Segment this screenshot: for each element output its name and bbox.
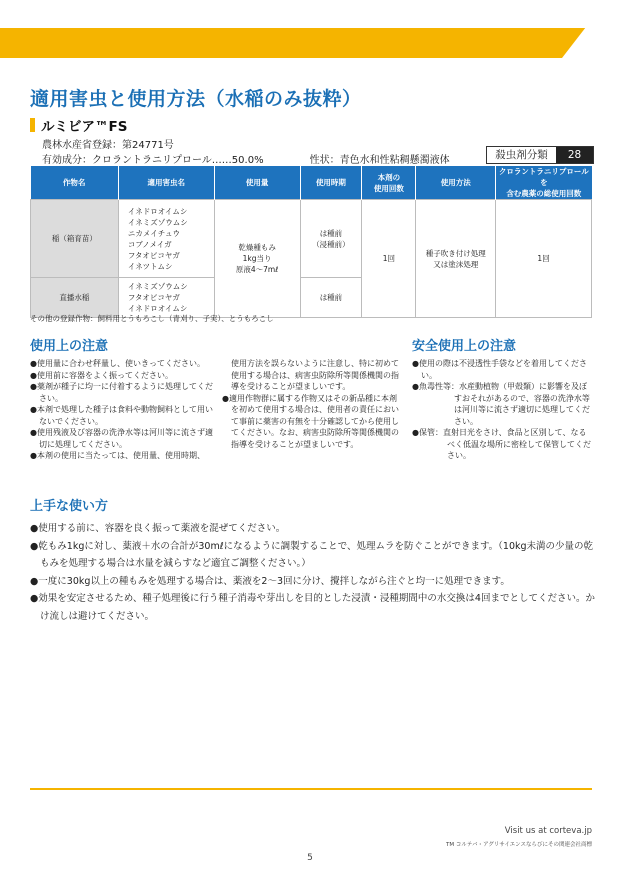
header-count: 本剤の 使用回数: [362, 166, 416, 200]
ingredient-text: 有効成分：クロラントラニリプロール……50.0%: [42, 155, 264, 166]
registration-number: 農林水産省登録：第24771号: [42, 140, 174, 151]
header-method: 使用方法: [416, 166, 496, 200]
amount-cell: 乾燥種もみ 1kg当り 原液4〜7mℓ: [214, 200, 300, 318]
website-link[interactable]: Visit us at corteva.jp: [504, 826, 592, 836]
other-registered-crops: その他の登録作物：飼料用とうもろこし（青刈り、子実）、とうもろこし: [30, 314, 274, 323]
footer-divider: [30, 788, 592, 790]
timing-cell: は種前: [300, 278, 362, 318]
active-ingredient: [42, 151, 450, 166]
header-pest: 適用害虫名: [118, 166, 214, 200]
class-number: 28: [556, 147, 593, 163]
usage-notes-heading: 使用上の注意: [30, 339, 109, 354]
usage-notes-col2: 使用方法を誤らないように注意し、特に初めて使用する場合は、病害虫防除所等関係機関の指導を受けることが望ましいです。 ●適用作物群に属する作物又はその新品種に本剤を初めて使用する場合は、使用者の責任において事前に薬害の有無を十分確認してから使用してください。なお、病害虫防除所等関係機関の指導を受けることが望ましいです。: [222, 359, 399, 449]
header-band-cutout: [562, 28, 620, 58]
pest-cell: イネミズゾウムシ フタオビコヤガ イネドロオイムシ: [118, 278, 214, 318]
total-count-cell: 1回: [496, 200, 592, 318]
product-marker: [30, 118, 35, 132]
timing-cell: は種前 （浸種前）: [300, 200, 362, 278]
header-crop: 作物名: [31, 166, 119, 200]
safety-notes-heading: 安全使用上の注意: [412, 339, 517, 354]
header-timing: 使用時期: [300, 166, 362, 200]
tips-list: [30, 520, 600, 626]
insecticide-class-box: [486, 146, 594, 164]
list-item: ●使用する前に、容器を良く振って薬液を混ぜてください。: [30, 523, 286, 534]
page-number: 5: [307, 853, 313, 863]
page-title: 適用害虫と使用方法（水稲のみ抜粋）: [30, 88, 362, 110]
product-name-text: ルミビア™FS: [41, 119, 128, 135]
list-item: ●乾もみ1kgに対し、薬液＋水の合計が30mℓになるように調製することで、処理ムラを防ぐことができます。（10kg未満の少量の乾もみを処理する場合は水量を減らすなど適宜ご調整ください。）: [30, 540, 594, 570]
crop-cell: 稲（箱育苗）: [31, 200, 119, 278]
property-text: 性状：青色水和性粘稠懸濁液体: [309, 155, 450, 166]
usage-notes-col1: ●使用量に合わせ秤量し、使いきってください。 ●使用前に容器をよく振ってください。 ●薬剤が種子に均一に付着するように処理してください。 ●本剤で処理した種子は食料や動物飼料として用いないでください。 ●使用残液及び容器の洗浄水等は河川等に流さず適切に処理してください。 ●本剤の使用に当たっては、使用量、使用時期、: [30, 359, 213, 460]
method-cell: 種子吹き付け処理 又は塗沫処理: [416, 200, 496, 318]
header-band: [0, 28, 620, 58]
application-table: [30, 166, 592, 318]
list-item: ●一度に30kg以上の種もみを処理する場合は、薬液を2〜3回に分け、攪拌しながら注ぐと均一に処理できます。: [30, 575, 510, 587]
header-total-count: クロラントラニリプロールを 含む農薬の総使用回数: [496, 166, 592, 200]
class-label: 殺虫剤分類: [495, 149, 548, 161]
table-row: [31, 200, 592, 278]
tips-heading: 上手な使い方: [30, 499, 109, 514]
trademark-note: TM コルテバ・アグリサイエンスならびにその関連会社商標: [446, 842, 592, 848]
crop-cell: 直播水稲: [31, 278, 119, 318]
table-header-row: [31, 166, 592, 200]
product-name: [30, 115, 127, 135]
list-item: ●効果を安定させるため、種子処理後に行う種子消毒や芽出しを目的とした浸漬・浸種期間中の水交換は4回までとしてください。かけ流しは避けてください。: [30, 593, 595, 622]
header-amount: 使用量: [214, 166, 300, 200]
safety-notes-list: ●使用の際は不浸透性手袋などを着用してください。 ●魚毒性等：水産動植物（甲殻類）に影響を及ぼすおそれがあるので、容器の洗浄水等は河川等に流さず適切に処理してください。 ●保管：直射日光をさけ、食品と区別して、なるべく低温な場所に密栓して保管してください。: [412, 359, 591, 460]
pest-cell: イネドロオイムシ イネミズゾウムシ ニカメイチュウ コブノメイガ フタオビコヤガ イネツトムシ: [118, 200, 214, 278]
count-cell: 1回: [362, 200, 416, 318]
